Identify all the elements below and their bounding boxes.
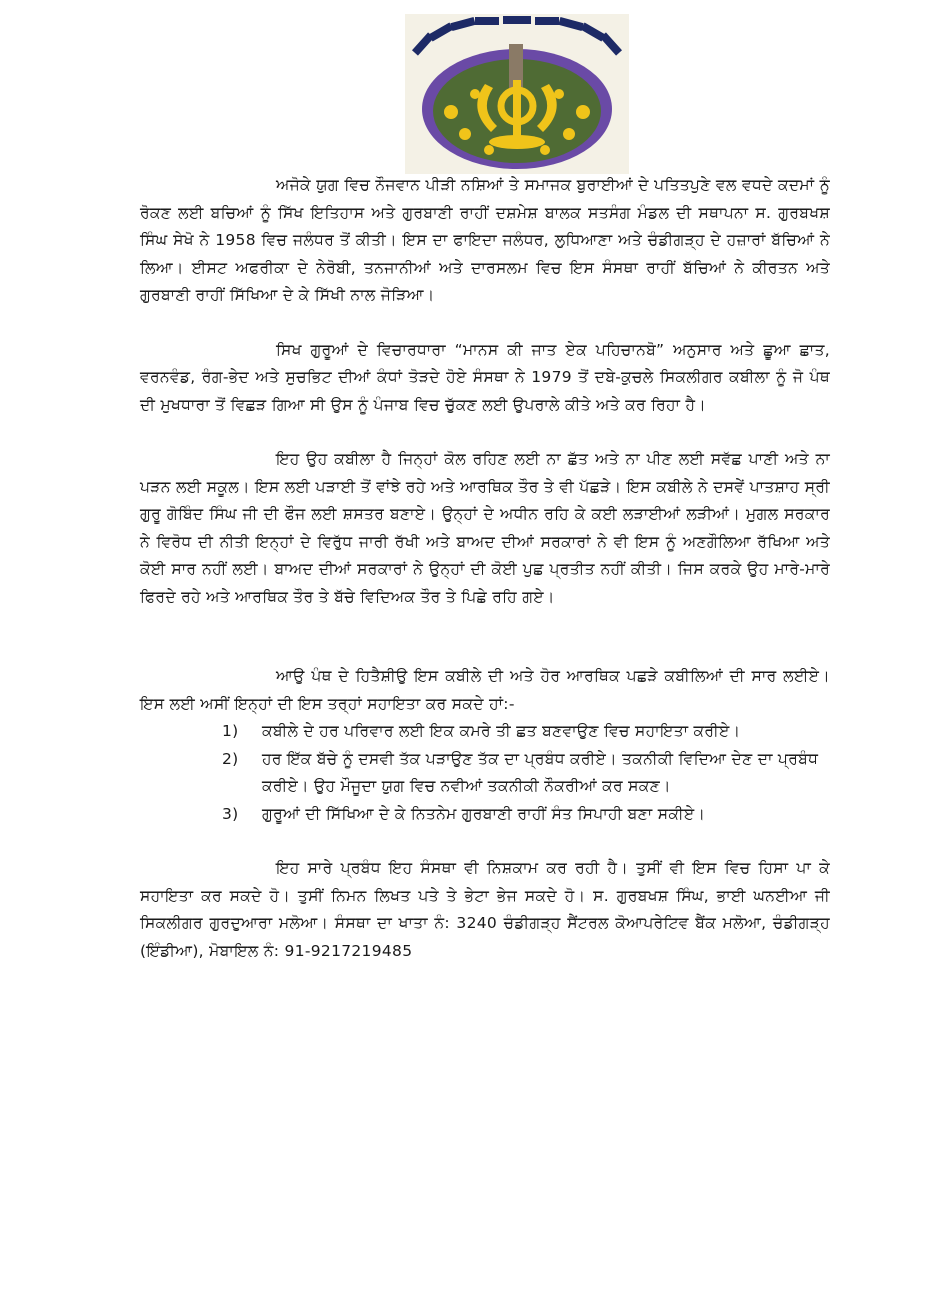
organization-logo <box>405 14 629 174</box>
paragraph-history: ਅਜੋਕੇ ਯੁਗ ਵਿਚ ਨੌਜਵਾਨ ਪੀੜੀ ਨਸ਼ਿਆਂ ਤੇ ਸਮਾਜਕ ਬੁਰਾਈਆਂ ਦੇ ਪਤਿਤਪੁਣੇ ਵਲ ਵਧਦੇ ਕਦਮਾਂ ਨੂੰ ਰੋਕਣ ਲਈ ਬਚਿਆਂ ਨੂੰ ਸਿੱਖ ਇਤਿਹਾਸ ਅਤੇ ਗੁਰਬਾਣੀ ਰਾਹੀਂ ਦਸ਼ਮੇਸ਼ ਬਾਲਕ ਸਤਸੰਗ ਮੰਡਲ ਦੀ ਸਥਾਪਨਾ ਸ. ਗੁਰਬਖਸ਼ ਸਿੰਘ ਸੇਖੋ ਨੇ 1958 ਵਿਚ ਜਲੰਧਰ ਤੋਂ ਕੀਤੀ। ਇਸ ਦਾ ਫਾਇਦਾ ਜਲੰਧਰ, ਲੁਧਿਆਣਾ ਅਤੇ ਚੰਡੀਗੜ੍ਹ ਦੇ ਹਜ਼ਾਰਾਂ ਬੱਚਿਆਂ ਨੇ ਲਿਆ। ਈਸਟ ਅਫਰੀਕਾ ਦੇ ਨੇਰੋਬੀ, ਤਨਜਾਨੀਆਂ ਅਤੇ ਦਾਰਸਲਮ ਵਿਚ ਇਸ ਸੰਸਥਾ ਰਾਹੀਂ ਬੱਚਿਆਂ ਨੇ ਕੀਰਤਨ ਅਤੇ ਗੁਰਬਾਣੀ ਰਾਹੀਂ ਸਿੱਖਿਆ ਦੇ ਕੇ ਸਿੱਖੀ ਨਾਲ ਜੋੜਿਆ। <box>140 176 830 304</box>
list-item <box>222 801 830 829</box>
paragraph-sikligar-uplift: ਸਿਖ ਗੁਰੂਆਂ ਦੇ ਵਿਚਾਰਧਾਰਾ “ਮਾਨਸ ਕੀ ਜਾਤ ਏਕ ਪਹਿਚਾਨਬੋ” ਅਨੁਸਾਰ ਅਤੇ ਛੂਆ ਛਾਤ, ਵਰਨਵੰਡ, ਰੰਗ-ਭੇਦ ਅਤੇ ਸੁਚਭਿਟ ਦੀਆਂ ਕੰਧਾਂ ਤੋੜਦੇ ਹੋਏ ਸੰਸਥਾ ਨੇ 1979 ਤੋਂ ਦਬੇ-ਕੁਚਲੇ ਸਿਕਲੀਗਰ ਕਬੀਲਾ ਨੂੰ ਜੋ ਪੰਥ ਦੀ ਮੁਖਧਾਰਾ ਤੋਂ ਵਿਛੜ ਗਿਆ ਸੀ ਉਸ ਨੂੰ ਪੰਜਾਬ ਵਿਚ ਚੁੱਕਣ ਲਈ ਉਪਰਾਲੇ ਕੀਤੇ ਅਤੇ ਕਰ ਰਿਹਾ ਹੈ। <box>140 340 830 414</box>
logo-emblem <box>405 14 629 174</box>
list-item <box>222 746 830 801</box>
list-item-text: ਗੁਰੂਆਂ ਦੀ ਸਿੱਖਿਆ ਦੇ ਕੇ ਨਿਤਨੇਮ ਗੁਰਬਾਣੀ ਰਾਹੀਂ ਸੰਤ ਸਿਪਾਹੀ ਬਣਾ ਸਕੀਏ। <box>262 804 706 823</box>
list-item <box>222 718 830 746</box>
paragraph-tribe-background: ਇਹ ਉਹ ਕਬੀਲਾ ਹੈ ਜਿਨ੍ਹਾਂ ਕੋਲ ਰਹਿਣ ਲਈ ਨਾ ਛੱਤ ਅਤੇ ਨਾ ਪੀਣ ਲਈ ਸਵੱਛ ਪਾਣੀ ਅਤੇ ਨਾ ਪੜਨ ਲਈ ਸਕੂਲ। ਇਸ ਲਈ ਪੜਾਈ ਤੋਂ ਵਾਂਝੇ ਰਹੇ ਅਤੇ ਆਰਥਿਕ ਤੌਰ ਤੇ ਵੀ ਪੱਛੜੇ। ਇਸ ਕਬੀਲੇ ਨੇ ਦਸਵੇਂ ਪਾਤਸ਼ਾਹ ਸ੍ਰੀ ਗੁਰੂ ਗੋਬਿੰਦ ਸਿੰਘ ਜੀ ਦੀ ਫੌਜ ਲਈ ਸ਼ਸਤਰ ਬਣਾਏ। ਉਨ੍ਹਾਂ ਦੇ ਅਧੀਨ ਰਹਿ ਕੇ ਕਈ ਲੜਾਈਆਂ ਲੜੀਆਂ। ਮੁਗਲ ਸਰਕਾਰ ਨੇ ਵਿਰੋਧ ਦੀ ਨੀਤੀ ਇਨ੍ਹਾਂ ਦੇ ਵਿਰੁੱਧ ਜਾਰੀ ਰੱਖੀ ਅਤੇ ਬਾਅਦ ਦੀਆਂ ਸਰਕਾਰਾਂ ਨੇ ਵੀ ਇਸ ਨੂੰ ਅਣਗੌਲਿਆ ਰੱਖਿਆ ਅਤੇ ਕੋਈ ਸਾਰ ਨਹੀਂ ਲਈ। ਬਾਅਦ ਦੀਆਂ ਸਰਕਾਰਾਂ ਨੇ ਉਨ੍ਹਾਂ ਦੀ ਕੋਈ ਪੁਛ ਪ੍ਰਤੀਤ ਨਹੀਂ ਕੀਤੀ। ਜਿਸ ਕਰਕੇ ਉਹ ਮਾਰੇ-ਮਾਰੇ ਫਿਰਦੇ ਰਹੇ ਅਤੇ ਆਰਥਿਕ ਤੌਰ ਤੇ ਬੱਚੇ ਵਿਦਿਅਕ ਤੌਰ ਤੇ ਪਿਛੇ ਰਹਿ ਗਏ। <box>140 450 830 606</box>
list-item-text: ਹਰ ਇੱਕ ਬੱਚੇ ਨੂੰ ਦਸਵੀ ਤੱਕ ਪੜਾਉਣ ਤੱਕ ਦਾ ਪ੍ਰਬੰਧ ਕਰੀਏ। ਤਕਨੀਕੀ ਵਿਦਿਆ ਦੇਣ ਦਾ ਪ੍ਰਬੰਧ ਕਰੀਏ। ਉਹ ਮੌਜੂਦਾ ਯੁਗ ਵਿਚ ਨਵੀਆਂ ਤਕਨੀਕੀ ਨੌਕਰੀਆਂ ਕਰ ਸਕਣ। <box>262 749 819 795</box>
paragraph-appeal: ਆਉ ਪੰਥ ਦੇ ਹਿਤੈਸ਼ੀਉ ਇਸ ਕਬੀਲੇ ਦੀ ਅਤੇ ਹੋਰ ਆਰਥਿਕ ਪਛੜੇ ਕਬੀਲਿਆਂ ਦੀ ਸਾਰ ਲਈਏ। ਇਸ ਲਈ ਅਸੀਂ ਇਨ੍ਹਾਂ ਦੀ ਇਸ ਤਰ੍ਹਾਂ ਸਹਾਇਤਾ ਕਰ ਸਕਦੇ ਹਾਂ:- <box>140 667 830 713</box>
list-item-number: 1) <box>222 722 239 740</box>
list-item-number: 2) <box>222 749 239 768</box>
list-item-number: 3) <box>222 804 239 823</box>
paragraph-donation-details: ਇਹ ਸਾਰੇ ਪ੍ਰਬੰਧ ਇਹ ਸੰਸਥਾ ਵੀ ਨਿਸ਼ਕਾਮ ਕਰ ਰਹੀ ਹੈ। ਤੁਸੀਂ ਵੀ ਇਸ ਵਿਚ ਹਿਸਾ ਪਾ ਕੇ ਸਹਾਇਤਾ ਕਰ ਸਕਦੇ ਹੋ। ਤੁਸੀਂ ਨਿਮਨ ਲਿਖਤ ਪਤੇ ਤੇ ਭੇਟਾ ਭੇਜ ਸਕਦੇ ਹੋ। ਸ. ਗੁਰਬਖਸ਼ ਸਿੰਘ, ਭਾਈ ਘਨਈਆ ਜੀ ਸਿਕਲੀਗਰ ਗੁਰਦੁਆਰਾ ਮਲੋਆ। ਸੰਸਥਾ ਦਾ ਖਾਤਾ ਨੰ: 3240 ਚੰਡੀਗੜ੍ਹ ਸੈਂਟਰਲ ਕੋਆਪਰੇਟਿਵ ਬੈਂਕ ਮਲੋਆ, ਚੰਡੀਗੜ੍ਹ (ਇੰਡੀਆ), ਮੋਬਾਇਲ ਨੰ: 91-9217219485 <box>140 859 830 960</box>
list-item-text: ਕਬੀਲੇ ਦੇ ਹਰ ਪਰਿਵਾਰ ਲਈ ਇਕ ਕਮਰੇ ਤੀ ਛਤ ਬਣਵਾਉਣ ਵਿਚ ਸਹਾਇਤਾ ਕਰੀਏ। <box>262 722 741 740</box>
help-list <box>140 718 830 828</box>
letter-body <box>140 172 830 992</box>
